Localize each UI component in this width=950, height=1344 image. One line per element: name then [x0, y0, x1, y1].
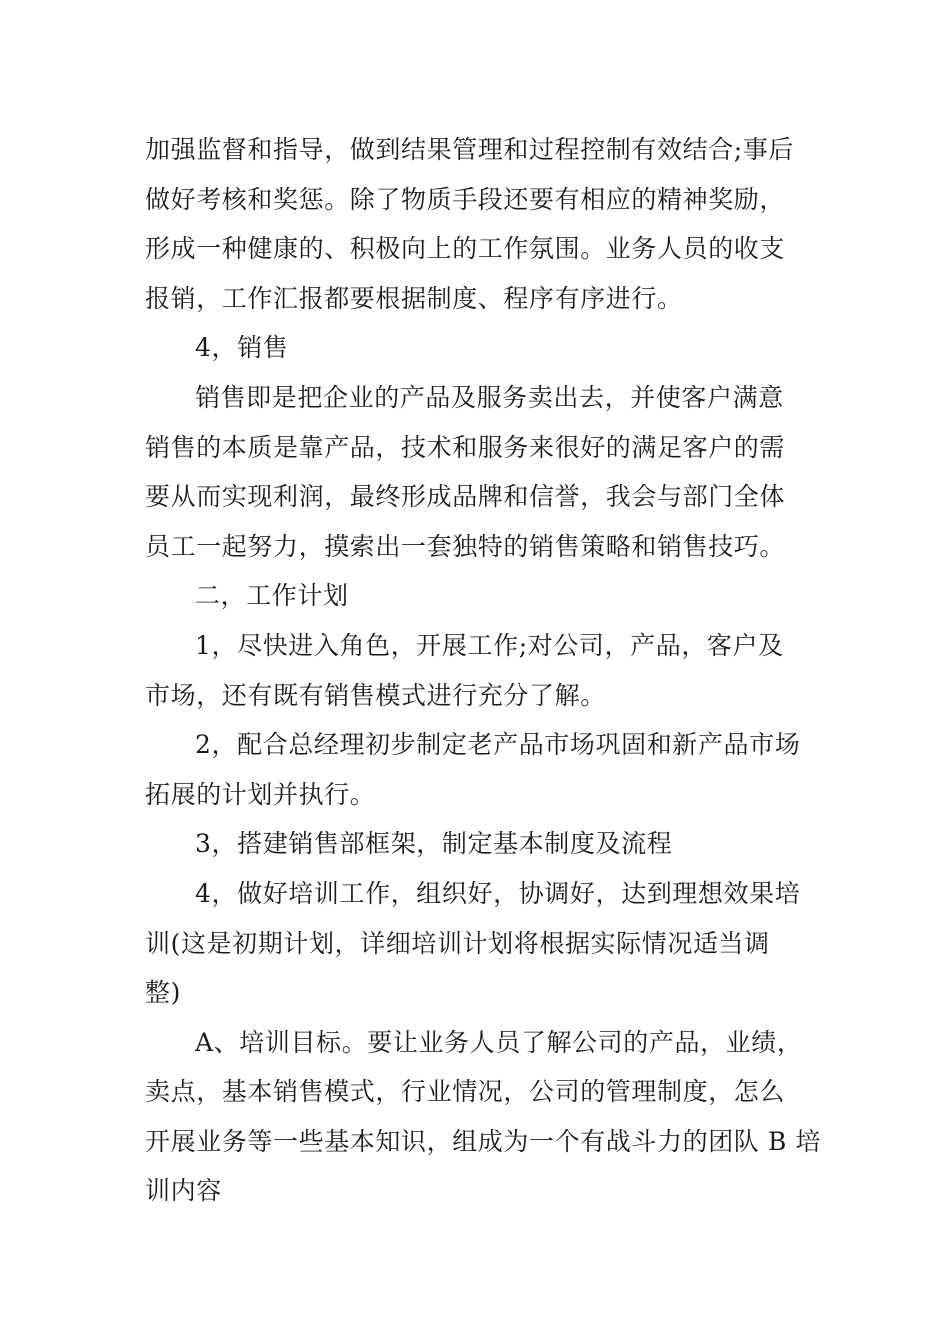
text-line: 卖点，基本销售模式，行业情况，公司的管理制度，怎么 [145, 1077, 786, 1107]
text-line: 训内容 [145, 1176, 222, 1206]
text-line: 拓展的计划并执行。 [145, 779, 376, 809]
text-line: 整) [145, 978, 181, 1008]
text-line: 训(这是初期计划，详细培训计划将根据实际情况适当调 [145, 928, 770, 958]
plan-item-1 [145, 621, 807, 720]
paragraph-supervision [145, 125, 807, 323]
text-line: 3，搭建销售部框架，制定基本制度及流程 [195, 829, 673, 859]
section-heading-work-plan [145, 571, 807, 621]
text-line: 2，配合总经理初步制定老产品市场巩固和新产品市场 [195, 730, 801, 760]
plan-item-3 [145, 819, 807, 869]
text-line: 报销，工作汇报都要根据制度、程序有序进行。 [145, 283, 683, 313]
heading-line: 4，销售 [195, 333, 289, 363]
document-page [145, 125, 822, 1216]
text-line: 员工一起努力，摸索出一套独特的销售策略和销售技巧。 [145, 531, 786, 561]
heading-line: 二，工作计划 [195, 581, 349, 611]
text-line: 1，尽快进入角色，开展工作;对公司，产品，客户及 [195, 630, 784, 660]
plan-item-4 [145, 869, 807, 1018]
training-goal-paragraph [145, 1018, 822, 1216]
text-line: 做好考核和奖惩。除了物质手段还要有相应的精神奖励， [145, 184, 786, 214]
text-line: A、培训目标。要让业务人员了解公司的产品，业绩， [195, 1027, 803, 1057]
text-line: 市场，还有既有销售模式进行充分了解。 [145, 680, 606, 710]
paragraph-sales [145, 373, 807, 571]
text-line: 加强监督和指导，做到结果管理和过程控制有效结合;事后 [145, 135, 795, 164]
section-heading-sales [145, 323, 807, 373]
text-line: 要从而实现利润，最终形成品牌和信誉，我会与部门全体 [145, 482, 786, 512]
text-line: 销售的本质是靠产品，技术和服务来很好的满足客户的需 [145, 432, 786, 462]
text-line: 4，做好培训工作，组织好，协调好，达到理想效果培 [195, 878, 801, 908]
plan-item-2 [145, 720, 807, 819]
text-line: 销售即是把企业的产品及服务卖出去，并使客户满意 [195, 382, 784, 412]
text-line: 形成一种健康的、积极向上的工作氛围。业务人员的收支 [145, 234, 786, 264]
text-line: 开展业务等一些基本知识，组成为一个有战斗力的团队 B 培 [145, 1126, 822, 1156]
